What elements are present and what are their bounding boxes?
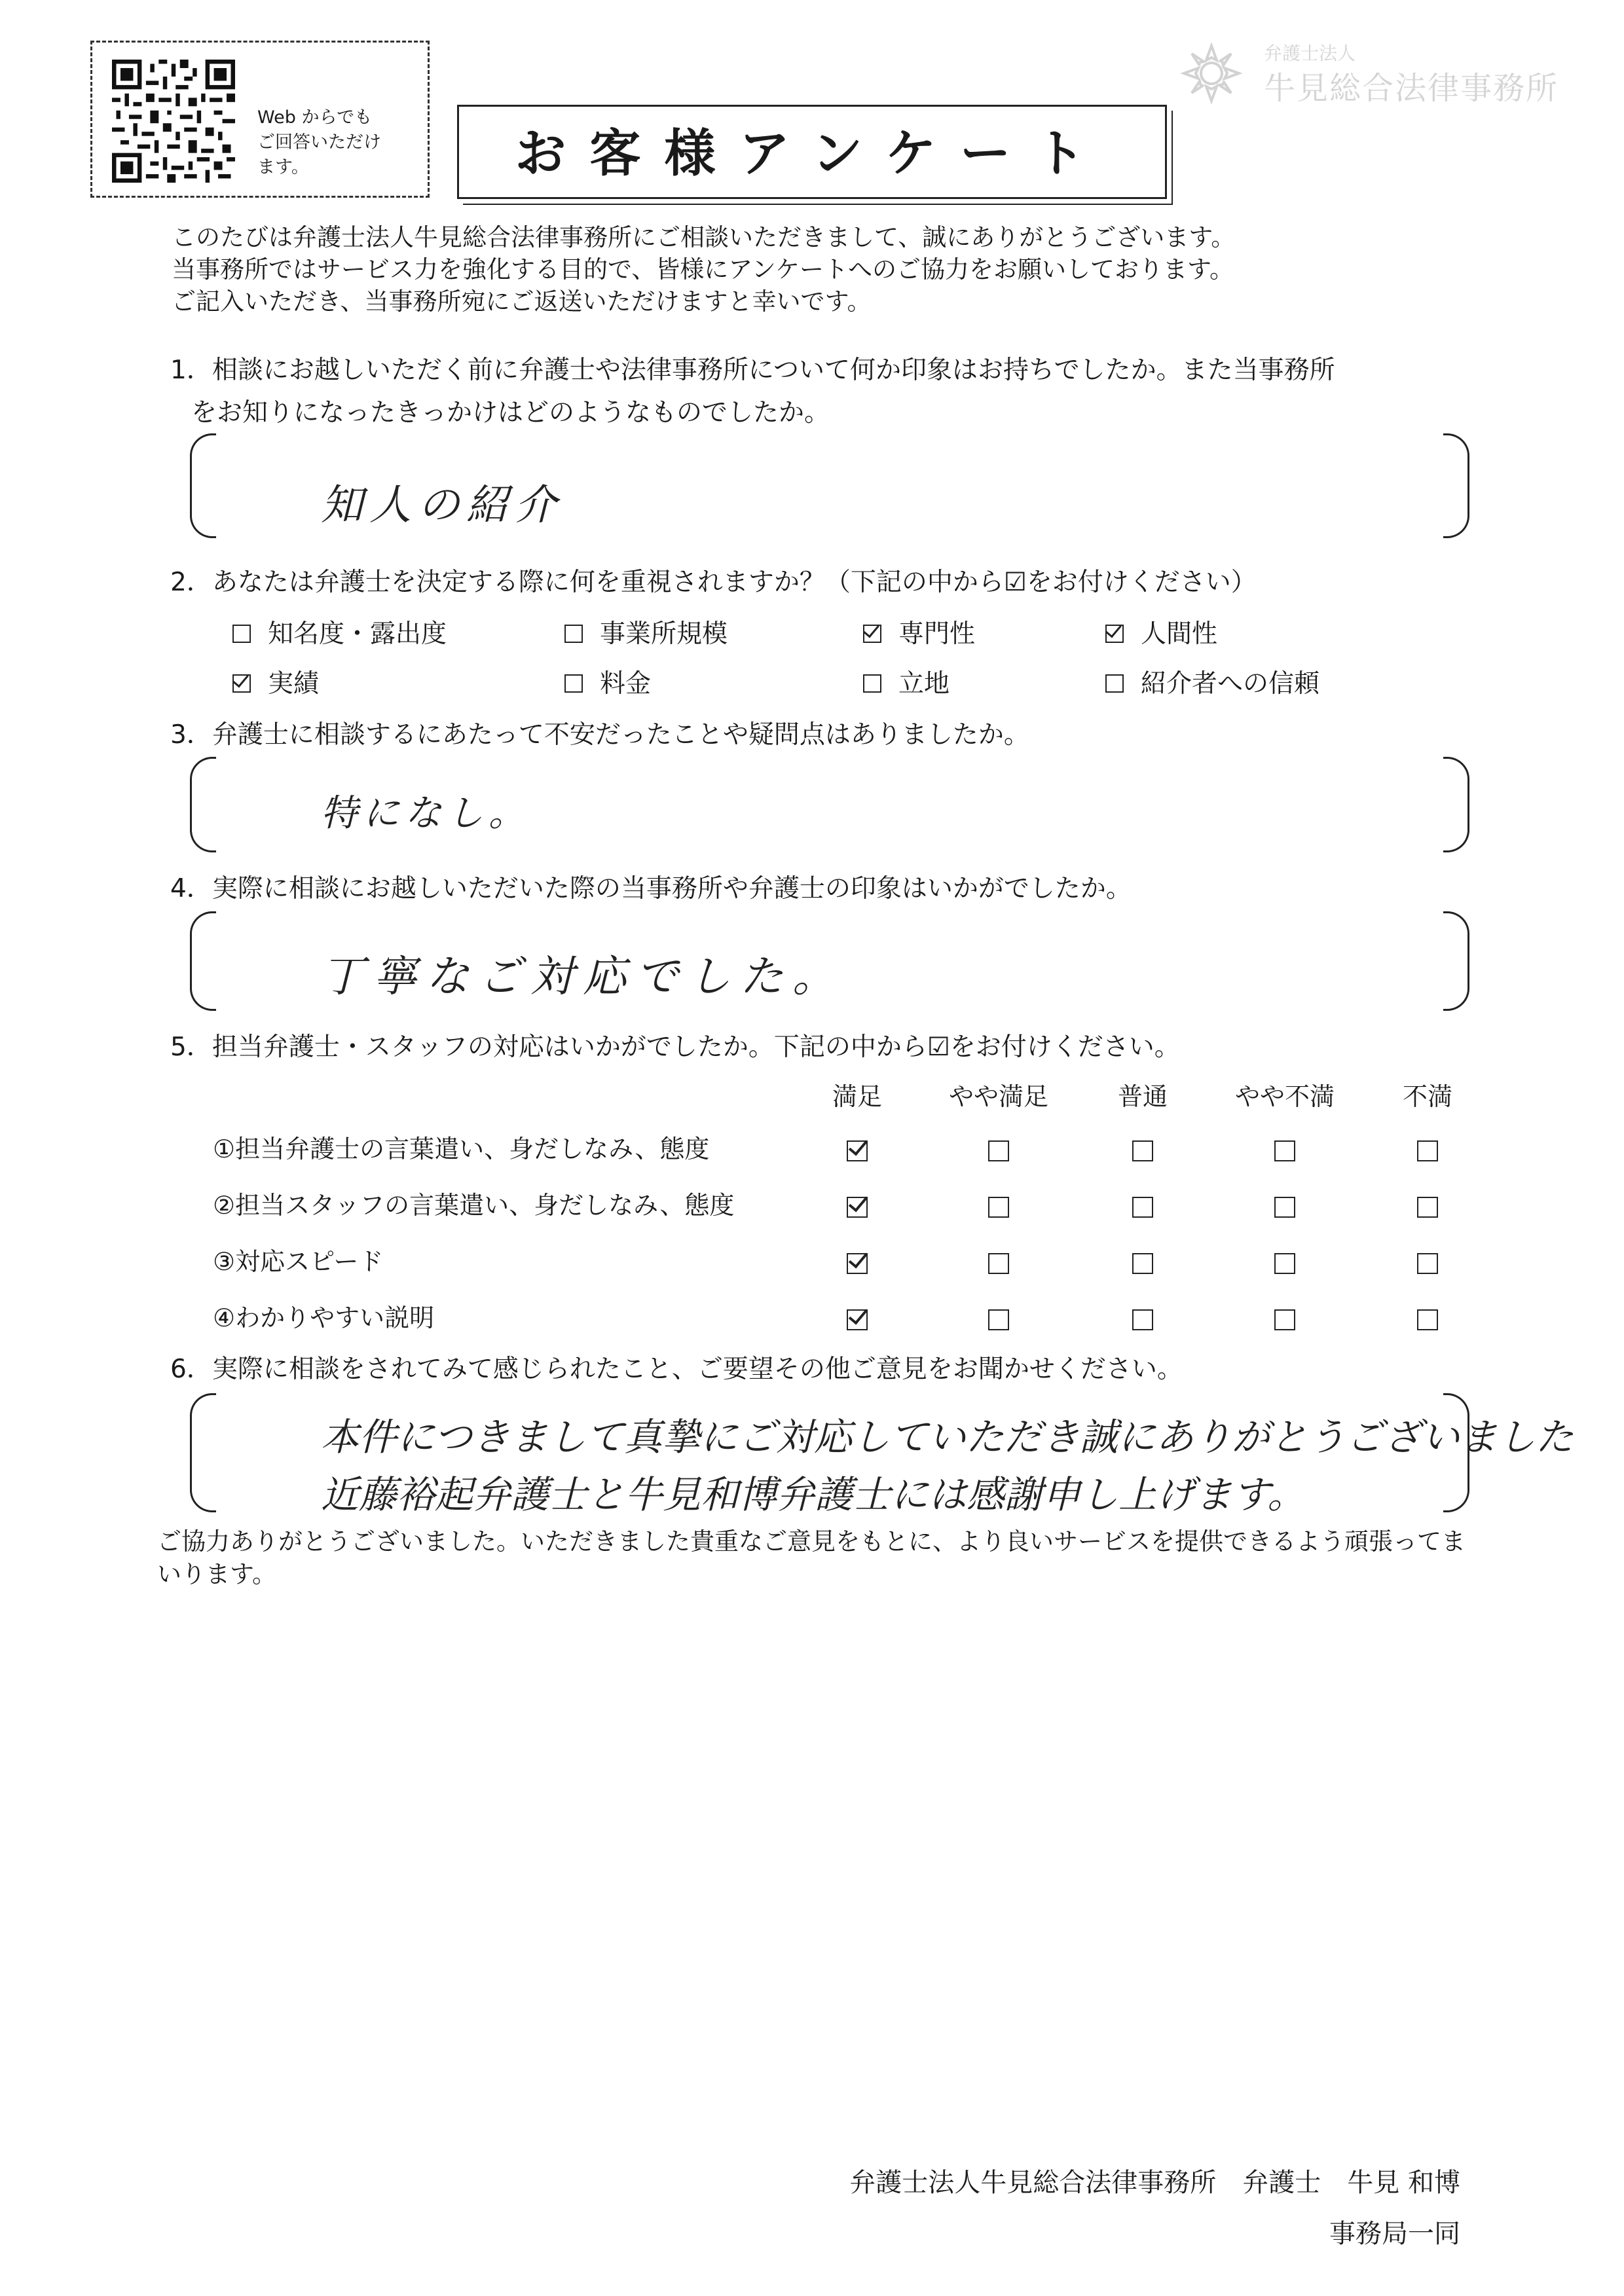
rating-row-label: ①担当弁護士の言葉遣い、身だしなみ、態度: [213, 1135, 710, 1163]
qr-instruction-text: Web からでも ご回答いただけ ます。: [257, 107, 381, 177]
rating-checkbox-checked[interactable]: [847, 1140, 868, 1161]
column-header-neutral: 普通: [1117, 1082, 1168, 1111]
intro-line: ご記入いただき、当事務所宛にご返送いただけますと幸いです。: [172, 287, 872, 316]
question-1: 1．相談にお越しいただく前に弁護士や法律事務所について何か印象はお持ちでしたか。また当事務所: [170, 355, 1335, 385]
column-header-somewhat-dissatisfied: やや不満: [1234, 1082, 1335, 1111]
rating-checkbox[interactable]: [1274, 1253, 1295, 1274]
rating-checkbox[interactable]: [1274, 1197, 1295, 1218]
answer-bracket-left: [190, 757, 216, 852]
column-header-satisfied: 満足: [832, 1082, 883, 1111]
rating-row-label: ③対応スピード: [213, 1247, 384, 1276]
answer-1-handwriting[interactable]: 知人の紹介: [321, 481, 563, 530]
closing-message: ご協力ありがとうございました。いただきました貴重なご意見をもとに、より良いサービスを提供できるよう頑張ってまいります。: [157, 1527, 1466, 1588]
intro-line: 当事務所ではサービス力を強化する目的で、皆様にアンケートへのご協力をお願いしております。: [172, 255, 1234, 283]
question-2: 2．あなたは弁護士を決定する際に何を重視されますか？（下記の中から☑をお付けください）: [170, 568, 1257, 597]
rating-checkbox[interactable]: [1417, 1140, 1438, 1161]
checkbox[interactable]: [564, 674, 583, 693]
option-expertise[interactable]: 専門性: [863, 618, 975, 651]
answer-bracket-right: [1443, 911, 1469, 1011]
rating-checkbox[interactable]: [1132, 1140, 1153, 1161]
option-name-recognition[interactable]: 知名度・露出度: [232, 618, 447, 651]
rating-checkbox[interactable]: [1417, 1197, 1438, 1218]
checkbox-checked[interactable]: [863, 625, 881, 643]
footer-signature: 弁護士法人牛見総合法律事務所 弁護士 牛見 和博: [849, 2168, 1460, 2198]
rating-checkbox[interactable]: [988, 1309, 1009, 1330]
option-office-size[interactable]: 事業所規模: [564, 618, 728, 651]
question-1-continued: をお知りになったきっかけはどのようなものでしたか。: [191, 398, 830, 428]
question-4: 4．実際に相談にお越しいただいた際の当事務所や弁護士の印象はいかがでしたか。: [170, 874, 1132, 903]
rating-checkbox[interactable]: [1132, 1253, 1153, 1274]
answer-bracket-right: [1443, 757, 1469, 852]
rating-checkbox[interactable]: [1132, 1197, 1153, 1218]
firm-logo-small-text: 弁護士法人: [1264, 43, 1356, 64]
option-track-record[interactable]: 実績: [232, 668, 319, 701]
checkbox[interactable]: [1105, 674, 1124, 693]
rating-checkbox[interactable]: [1274, 1309, 1295, 1330]
firm-logo-main-text: 牛見総合法律事務所: [1264, 70, 1559, 107]
sunflower-emblem-icon: [1179, 41, 1244, 106]
answer-6-handwriting-line-2[interactable]: 近藤裕起弁護士と牛見和博弁護士には感謝申し上げます。: [321, 1472, 1306, 1517]
option-personality[interactable]: 人間性: [1105, 618, 1217, 651]
answer-bracket-left: [190, 433, 216, 538]
intro-paragraph: [172, 221, 1468, 318]
title-box: [457, 105, 1167, 199]
rating-row-label: ④わかりやすい説明: [213, 1303, 435, 1332]
checkbox-checked[interactable]: [1105, 625, 1124, 643]
rating-row-label: ②担当スタッフの言葉遣い、身だしなみ、態度: [213, 1191, 735, 1220]
answer-bracket-left: [190, 911, 216, 1011]
rating-checkbox[interactable]: [1132, 1309, 1153, 1330]
page-title: お客様アンケート: [515, 124, 1109, 183]
rating-checkbox[interactable]: [1417, 1253, 1438, 1274]
rating-checkbox[interactable]: [988, 1253, 1009, 1274]
checkbox[interactable]: [863, 674, 881, 693]
qr-code-icon[interactable]: [112, 60, 235, 183]
rating-checkbox[interactable]: [988, 1140, 1009, 1161]
option-fee[interactable]: 料金: [564, 668, 651, 701]
answer-bracket-right: [1443, 433, 1469, 538]
question-3: 3．弁護士に相談するにあたって不安だったことや疑問点はありましたか。: [170, 720, 1029, 750]
answer-4-handwriting[interactable]: 丁寧なご対応でした。: [321, 951, 845, 1002]
option-location[interactable]: 立地: [863, 668, 950, 701]
checkbox[interactable]: [564, 625, 583, 643]
rating-checkbox-checked[interactable]: [847, 1253, 868, 1274]
answer-6-handwriting-line-1[interactable]: 本件につきまして真摯にご対応していただき誠にありがとうございました: [321, 1415, 1574, 1459]
column-header-dissatisfied: 不満: [1402, 1082, 1453, 1111]
question-5: 5．担当弁護士・スタッフの対応はいかがでしたか。下記の中から☑をお付けください。: [170, 1032, 1180, 1062]
rating-checkbox-checked[interactable]: [847, 1197, 868, 1218]
rating-checkbox[interactable]: [988, 1197, 1009, 1218]
answer-bracket-left: [190, 1393, 216, 1512]
answer-3-handwriting[interactable]: 特になし。: [321, 792, 530, 835]
rating-checkbox[interactable]: [1417, 1309, 1438, 1330]
checkbox[interactable]: [232, 625, 251, 643]
intro-line: このたびは弁護士法人牛見総合法律事務所にご相談いただきまして、誠にありがとうございます。: [172, 223, 1236, 251]
rating-checkbox-checked[interactable]: [847, 1309, 868, 1330]
qr-code-box: [90, 41, 430, 198]
firm-logo-watermark: [1179, 37, 1559, 109]
checkbox-checked[interactable]: [232, 674, 251, 693]
option-referrer-trust[interactable]: 紹介者への信頼: [1105, 668, 1320, 701]
column-header-somewhat-satisfied: やや満足: [948, 1082, 1049, 1111]
footer-office-staff: 事務局一同: [1329, 2219, 1460, 2249]
question-6: 6．実際に相談をされてみて感じられたこと、ご要望その他ご意見をお聞かせください。: [170, 1355, 1183, 1384]
rating-checkbox[interactable]: [1274, 1140, 1295, 1161]
